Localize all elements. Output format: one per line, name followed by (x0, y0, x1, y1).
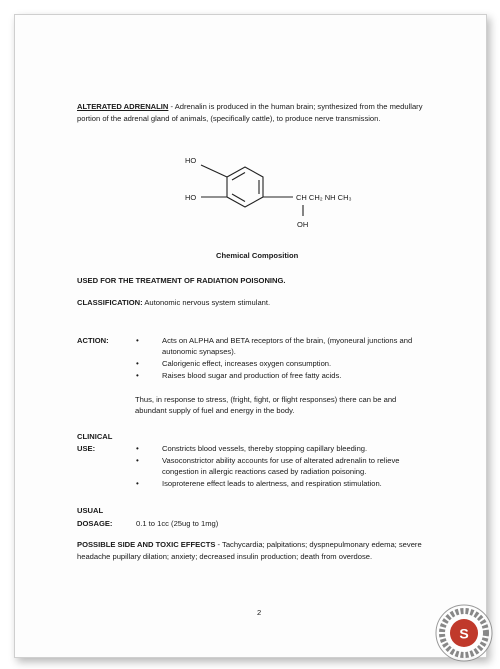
clinical-bullet-1: • (136, 444, 139, 453)
clinical-label-2: USE: (77, 444, 96, 453)
side-effects-text-1: - Tachycardia; palpitations; dyspnepulmonary edema; severe (215, 540, 422, 549)
dosage-value: 0.1 to 1cc (25ug to 1mg) (136, 519, 219, 528)
clinical-item-2-cont: congestion in allergic reactions cased by radiation poisoning. (162, 467, 367, 476)
intro-paragraph (77, 101, 457, 124)
ho-top-label: HO (185, 156, 197, 165)
svg-text:S: S (459, 625, 469, 642)
action-item-1: Acts on ALPHA and BETA receptors of the brain, (myoneural junctions and (162, 336, 413, 345)
clinical-label-1: CLINICAL (77, 432, 113, 441)
intro-line-1 (77, 101, 457, 113)
ho-left-label: HO (185, 193, 197, 202)
chemical-structure-diagram (175, 155, 395, 245)
action-item-2: Calorigenic effect, increases oxygen consumption. (162, 359, 332, 368)
action-item-3: Raises blood sugar and production of free fatty acids. (162, 371, 342, 380)
intro-text-2: portion of the adrenal gland of animals, (specifically cattle), to produce nerve transmission. (77, 113, 381, 123)
clinical-item-3: Isoproterene effect leads to alertness, and respiration stimulation. (162, 479, 382, 488)
dosage-label-1: USUAL (77, 506, 104, 515)
classification-label: CLASSIFICATION: (77, 298, 143, 307)
side-effects-line-1 (77, 539, 462, 551)
clinical-bullet-2: • (136, 456, 139, 465)
clinical-item-2: Vasoconstrictor ability accounts for use of alterated adrenalin to relieve (162, 456, 400, 465)
page-number: 2 (257, 608, 262, 617)
action-label: ACTION: (77, 336, 109, 345)
clinical-bullet-3: • (136, 479, 139, 488)
bond-ho-top (201, 165, 227, 177)
classification-line (77, 297, 270, 309)
classification-value: Autonomic nervous system stimulant. (142, 298, 271, 307)
action-bullet-3: • (136, 371, 139, 380)
action-note-1: Thus, in response to stress, (fright, fight, or flight responses) there can be and (135, 395, 397, 404)
clinical-item-1: Constricts blood vessels, thereby stopping capillary bleeding. (162, 444, 368, 453)
action-bullet-1: • (136, 336, 139, 345)
action-bullet-2: • (136, 359, 139, 368)
oh-bottom-label: OH (297, 220, 309, 229)
intro-heading: ALTERATED ADRENALIN (77, 102, 169, 111)
side-chain-label: CH CH₂ NH CH₃ (296, 193, 352, 202)
watermark-seal (434, 603, 494, 663)
document-page (14, 14, 487, 658)
action-item-1-cont: autonomic synapses). (162, 347, 236, 356)
intro-text-1: - Adrenalin is produced in the human brain; synthesized from the medullary (168, 102, 423, 111)
usage-line: USED FOR THE TREATMENT OF RADIATION POISONING. (77, 276, 286, 285)
side-effects-text-2: headache pupillary dilation; anxiety; decreased insulin production; death from overdose. (77, 551, 373, 561)
action-note-2: abundant supply of fuel and energy in the body. (135, 406, 295, 415)
molecule-caption: Chemical Composition (216, 251, 299, 260)
dosage-label-2: DOSAGE: (77, 519, 113, 528)
side-effects-label: POSSIBLE SIDE AND TOXIC EFFECTS (77, 540, 216, 549)
side-effects-paragraph (77, 539, 462, 562)
